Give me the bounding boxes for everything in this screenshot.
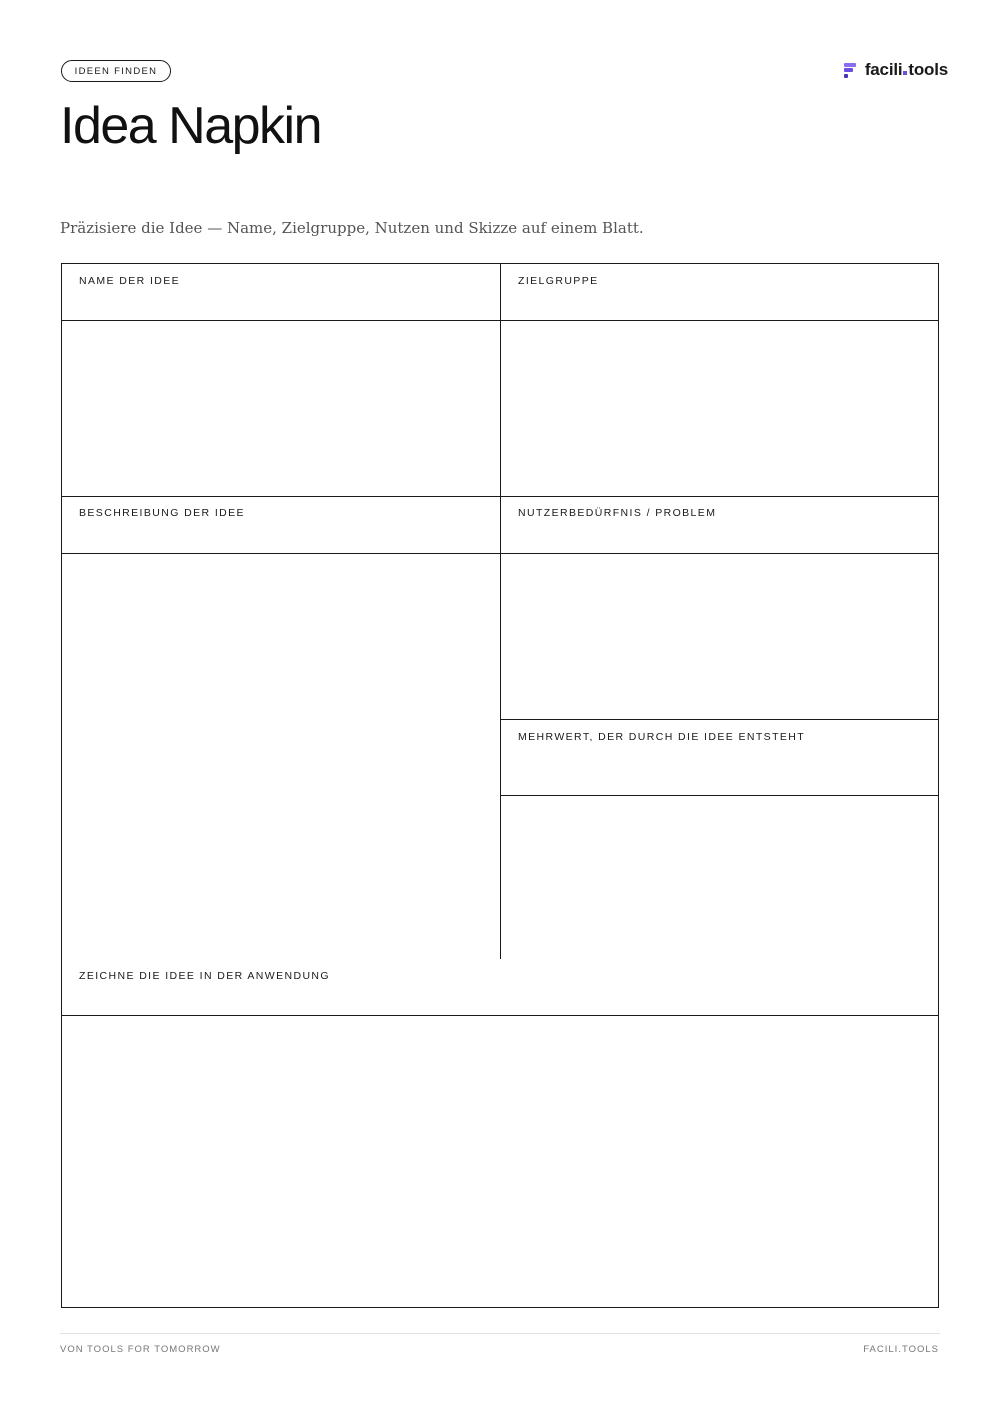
section-label-sketch: ZEICHNE DIE IDEE IN DER ANWENDUNG (79, 970, 330, 982)
napkin-canvas (61, 263, 939, 1308)
page-title: Idea Napkin (60, 97, 322, 155)
divider (62, 496, 938, 497)
footer-divider (60, 1333, 940, 1334)
divider (62, 1015, 938, 1016)
section-label-description: BESCHREIBUNG DER IDEE (79, 507, 245, 519)
divider (62, 553, 938, 554)
section-label-target: ZIELGRUPPE (518, 275, 599, 287)
divider (500, 719, 938, 720)
section-label-name: NAME DER IDEE (79, 275, 181, 287)
footer-right: FACILI.TOOLS (863, 1344, 939, 1355)
divider (62, 320, 938, 321)
category-tag: IDEEN FINDEN (61, 60, 171, 82)
footer-left: VON TOOLS FOR TOMORROW (60, 1344, 221, 1355)
brand-logo-icon (844, 63, 856, 78)
column-divider (500, 264, 501, 959)
divider (500, 795, 938, 796)
brand-logo (844, 60, 948, 80)
section-label-value: MEHRWERT, DER DURCH DIE IDEE ENTSTEHT (518, 731, 806, 743)
brand-name: facili tools (864, 60, 948, 79)
page-subtitle: Präzisiere die Idee — Name, Zielgruppe, Nutzen und Skizze auf einem Blatt. (60, 219, 644, 237)
section-label-need: NUTZERBEDÜRFNIS / PROBLEM (518, 507, 717, 519)
